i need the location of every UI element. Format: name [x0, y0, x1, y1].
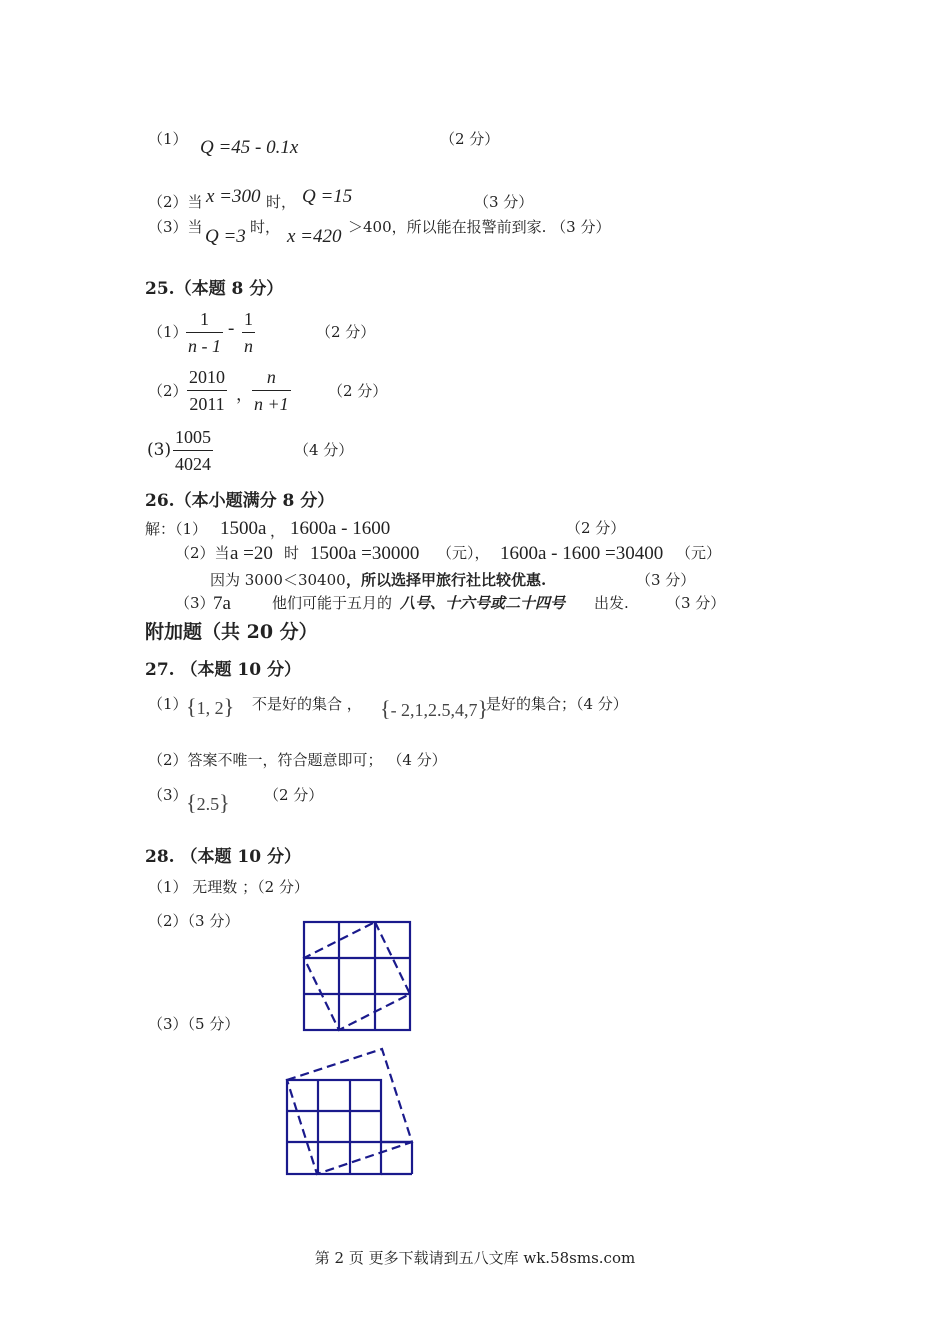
- q28-line1-text: （1） 无理数 ；（2 分）: [148, 878, 309, 896]
- q25-line3-fraction: [173, 426, 213, 475]
- fraction-numerator: 2010: [189, 367, 225, 387]
- q26-line1-expr2: 1600a - 1600: [290, 518, 391, 539]
- q26-line2-a: a =20: [230, 543, 273, 564]
- q26-line2-yuan2: （元）: [676, 544, 722, 562]
- q27-line1-text2: 是好的集合；（4 分）: [486, 695, 628, 713]
- q24-line3-text: ＞400，所以能在报警前到家. （3 分）: [348, 218, 611, 236]
- q26-line2-expr2: 1600a - 1600 =30400: [500, 543, 664, 564]
- grid-outline: [287, 1080, 381, 1174]
- fraction-denominator: n - 1: [188, 336, 221, 356]
- q26-line2-expr1: 1500a =30000: [310, 543, 420, 564]
- fraction-bar: [252, 390, 291, 391]
- q24-line1-formula: Q =45 - 0.1x: [200, 137, 299, 158]
- fraction-bar: [186, 332, 223, 333]
- q26-line1-comma: ，: [270, 522, 286, 540]
- q26-line2-label: （2）当: [175, 544, 230, 562]
- q24-line3-x: x =420: [287, 226, 342, 247]
- fraction-numerator: n: [266, 367, 276, 387]
- q27-line1-text1: 不是好的集合 ，: [252, 695, 362, 713]
- set-elements: 2.5: [196, 794, 220, 814]
- q24-line3-shi: 时，: [250, 218, 281, 236]
- fraction-bar: [242, 332, 255, 333]
- q26-line4-label: （3）: [175, 594, 215, 612]
- fraction-denominator: 2011: [189, 394, 225, 414]
- q25-line1-score: （2 分）: [316, 323, 376, 341]
- q26-line1-prefix: 解：（1）: [145, 520, 208, 538]
- q25-line2-label: （2）: [148, 382, 188, 400]
- q26-title: 26.（本小题满分 8 分）: [145, 491, 335, 511]
- q27-line3-label: （3）: [148, 786, 188, 804]
- q24-line3-label: （3）当: [148, 218, 203, 236]
- fraction-numerator: 1005: [175, 427, 211, 447]
- q26-line2-shi: 时: [284, 544, 300, 562]
- q25-line2-score: （2 分）: [328, 382, 388, 400]
- q24-line3-q: Q =3: [205, 226, 246, 247]
- q25-line3-score: （4 分）: [294, 441, 354, 459]
- q26-line4-text2: 出发.: [594, 594, 629, 612]
- q25-line2-fraction2: [252, 366, 291, 415]
- q28-figure-4x3-grid: [282, 1044, 418, 1178]
- q27-title: 27. （本题 10 分）: [145, 660, 301, 680]
- fraction-numerator: 1: [244, 309, 253, 329]
- q24-line2-score: （3 分）: [474, 193, 534, 211]
- q27-line1-label: （1）: [148, 695, 188, 713]
- q27-line3-score: （2 分）: [264, 786, 324, 804]
- q27-line3-set: {2.5}: [186, 790, 230, 815]
- q26-line4-score: （3 分）: [666, 594, 726, 612]
- q28-figure-3x3-grid: [300, 918, 414, 1034]
- q24-line2-shi: 时，: [266, 193, 297, 211]
- q28-line3-text: （3）（5 分）: [148, 1015, 240, 1033]
- fraction-bar: [173, 450, 213, 451]
- fraction-denominator: n: [244, 336, 253, 356]
- q24-line2-label: （2）当: [148, 193, 203, 211]
- q26-line3-score: （3 分）: [636, 571, 696, 589]
- q25-line1-label: （1）: [148, 323, 188, 341]
- q26-line4-dates: 八号、十六号或二十四号: [400, 594, 566, 612]
- fraction-denominator: n +1: [254, 394, 289, 414]
- fraction-numerator: 1: [200, 309, 209, 329]
- q28-line2-text: （2）（3 分）: [148, 912, 240, 930]
- q25-line1-minus: -: [228, 318, 235, 339]
- q25-title: 25.（本题 8 分）: [145, 279, 284, 299]
- q26-line3-pre: 因为 3000＜30400: [210, 571, 346, 589]
- q26-line2-yuan1: （元），: [437, 544, 490, 562]
- q28-title: 28. （本题 10 分）: [145, 847, 301, 867]
- q25-line2-fraction1: [187, 366, 227, 415]
- fraction-denominator: 4024: [175, 454, 211, 474]
- q25-line1-fraction2: [242, 308, 255, 357]
- q26-line1-expr1: 1500a: [220, 518, 267, 539]
- appendix-title: 附加题（共 20 分）: [145, 621, 318, 643]
- q26-line1-score: （2 分）: [566, 519, 626, 537]
- q26-line4-expr: 7a: [213, 593, 231, 614]
- q24-line1-label: （1）: [148, 130, 188, 148]
- q27-line1-set2: {- 2,1,2.5,4,7}: [380, 696, 489, 721]
- q25-line3-label: (3): [147, 440, 172, 460]
- q24-line2-x: x =300: [206, 186, 261, 207]
- q27-line2-text: （2）答案不唯一，符合题意即可； （4 分）: [148, 751, 447, 769]
- dashed-square: [304, 922, 410, 1030]
- page-footer: 第 2 页 更多下载请到五八文库 wk.58sms.com: [314, 1249, 636, 1267]
- q26-line3-post: ，所以选择甲旅行社比较优惠.: [346, 571, 547, 589]
- q24-line2-q: Q =15: [302, 186, 353, 207]
- q25-line1-fraction1: [186, 308, 223, 357]
- q25-line2-comma: ，: [236, 385, 253, 405]
- q26-line4-text1: 他们可能于五月的: [272, 594, 393, 612]
- fraction-bar: [187, 390, 227, 391]
- q24-line1-score: （2 分）: [440, 130, 500, 148]
- grid-outline: [304, 922, 410, 1030]
- set-elements: - 2,1,2.5,4,7: [390, 700, 478, 720]
- q27-line1-set1: {1, 2}: [186, 694, 235, 719]
- set-elements: 1, 2: [196, 698, 224, 718]
